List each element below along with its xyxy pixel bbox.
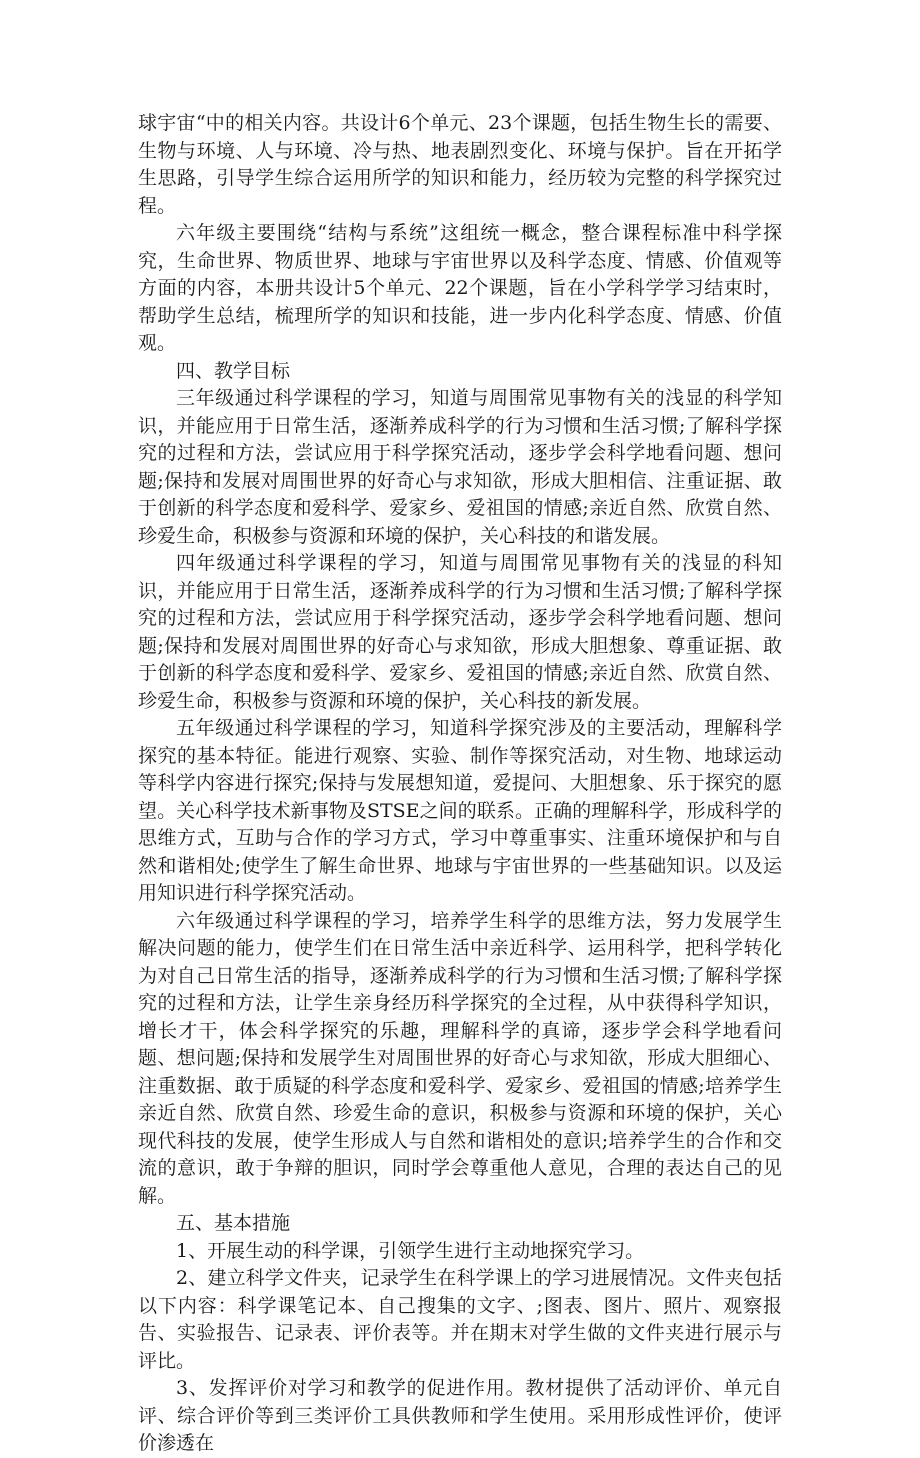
paragraph-grade-four-goals: 四年级通过科学课程的学习，知道与周围常见事物有关的浅显的科知识，并能应用于日常生活，逐渐养成科学的行为习惯和生活习惯;了解科学探究的过程和方法，尝试应用于科学探究活动，逐步学会科学地看问题、想问题;保持和发展对周围世界的好奇心与求知欲，形成大胆想象、尊重证据、敢于创新的科学态度和爱科学、爱家乡、爱祖国的情感;亲近自然、欣赏自然、珍爱生命，积极参与资源和环境的保护，关心科技的新发展。 — [138, 552, 782, 712]
measure-item-1: 1、开展生动的科学课，引领学生进行主动地探究学习。 — [176, 1239, 645, 1262]
paragraph-grade-three-goals: 三年级通过科学课程的学习，知道与周围常见事物有关的浅显的科学知识，并能应用于日常生活，逐渐养成科学的行为习惯和生活习惯;了解科学探究的过程和方法，尝试应用于科学探究活动，逐步学会科学地看问题、想问题;保持和发展对周围世界的好奇心与求知欲，形成大胆相信、注重证据、敢于创新的科学态度和爱科学、爱家乡、爱祖国的情感;亲近自然、欣赏自然、珍爱生命，积极参与资源和环境的保护，关心科技的和谐发展。 — [138, 387, 782, 547]
paragraph-continuation: 球宇宙“中的相关内容。共设计6个单元、23个课题，包括生物生长的需要、生物与环境、人与环境、冷与热、地表剧烈变化、环境与保护。旨在开拓学生思路，引导学生综合运用所学的知识和能力，经历较为完整的科学探究过程。 — [138, 112, 782, 217]
measure-item-3: 3、发挥评价对学习和教学的促进作用。教材提供了活动评价、单元自评、综合评价等到三类评价工具供教师和学生使用。采用形成性评价，使评价渗透在 — [138, 1377, 782, 1454]
document-page — [138, 110, 782, 1458]
measure-item-2: 2、建立科学文件夹，记录学生在科学课上的学习进展情况。文件夹包括以下内容：科学课笔记本、自己搜集的文字、;图表、图片、照片、观察报告、实验报告、记录表、评价表等。并在期末对学生做的文件夹进行展示与评比。 — [138, 1267, 782, 1372]
paragraph-grade-six-goals: 六年级通过科学课程的学习，培养学生科学的思维方法，努力发展学生解决问题的能力，使学生们在日常生活中亲近科学、运用科学，把科学转化为对自己日常生活的指导，逐渐养成科学的行为习惯和生活习惯;了解科学探究的过程和方法，让学生亲身经历科学探究的全过程，从中获得科学知识，增长才干，体会科学探究的乐趣，理解科学的真谛，逐步学会科学地看问题、想问题;保持和发展学生对周围世界的好奇心与求知欲，形成大胆细心、注重数据、敢于质疑的科学态度和爱科学、爱家乡、爱祖国的情感;培养学生亲近自然、欣赏自然、珍爱生命的意识，积极参与资源和环境的保护，关心现代科技的发展，使学生形成人与自然和谐相处的意识;培养学生的合作和交流的意识，敢于争辩的胆识，同时学会尊重他人意见，合理的表达自己的见解。 — [138, 909, 782, 1207]
paragraph-grade-five-goals: 五年级通过科学课程的学习，知道科学探究涉及的主要活动，理解科学探究的基本特征。能进行观察、实验、制作等探究活动，对生物、地球运动等科学内容进行探究;保持与发展想知道，爱提问、大胆想象、乐于探究的愿望。关心科学技术新事物及STSE之间的联系。正确的理解科学，形成科学的思维方式，互助与合作的学习方式，学习中尊重事实、注重环境保护和与自然和谐相处;使学生了解生命世界、地球与宇宙世界的一些基础知识。以及运用知识进行科学探究活动。 — [138, 717, 782, 904]
section-heading-teaching-goals: 四、教学目标 — [176, 359, 291, 382]
paragraph-grade-six-overview: 六年级主要围绕“结构与系统”这组统一概念，整合课程标准中科学探究，生命世界、物质世界、地球与宇宙世界以及科学态度、情感、价值观等方面的内容，本册共设计5个单元、22个课题，旨在小学科学学习结束时，帮助学生总结，梳理所学的知识和技能，进一步内化科学态度、情感、价值观。 — [138, 222, 782, 354]
section-heading-basic-measures: 五、基本措施 — [176, 1212, 291, 1234]
